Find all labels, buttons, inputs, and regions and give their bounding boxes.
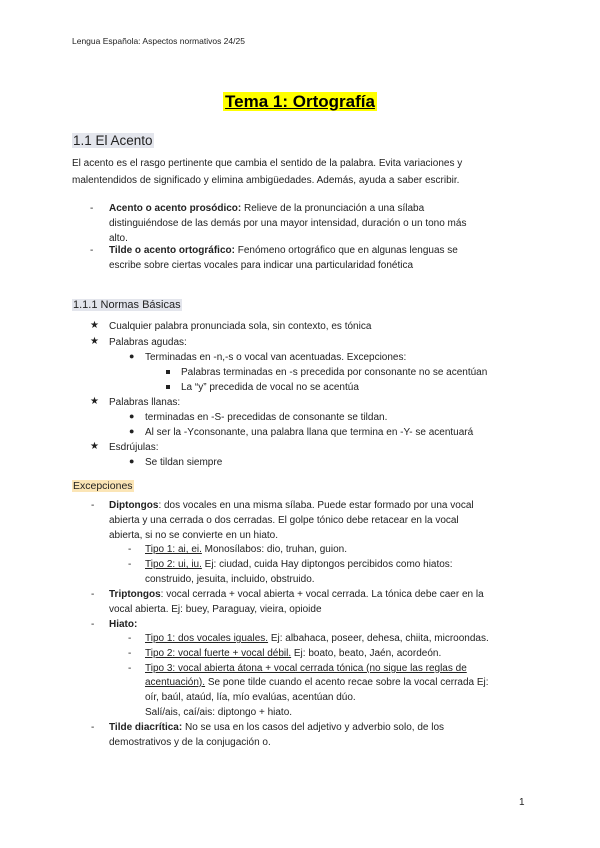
star-bullet-icon: ★: [90, 336, 99, 347]
intro-line-1: El acento es el rasgo pertinente que cambia el sentido de la palabra. Evita variaciones y: [72, 158, 463, 169]
type-text: Se pone tilde cuando el acento recae sobre la vocal cerrada Ej:: [205, 677, 489, 688]
dot-bullet-icon: ●: [129, 426, 135, 436]
exception-line: [145, 675, 489, 690]
star-bullet-icon: ★: [90, 320, 99, 331]
page-number: 1: [519, 797, 525, 808]
document-header: Lengua Española: Aspectos normativos 24/25: [72, 36, 245, 46]
definition-line: escribe sobre ciertas vocales para indicar una particularidad fonética: [109, 260, 414, 271]
intro-line-2: malentendidos de significado y elimina ambigüedades. Además, ayuda a saber escribir.: [72, 175, 460, 186]
type-text: Ej: boato, beato, Jaén, acordeón.: [291, 648, 442, 659]
type-label: acentuación).: [145, 677, 206, 688]
square-bullet-icon: [166, 385, 170, 389]
exception-line: oír, baúl, ataúd, lía, mío evalúas, acentúan dúo.: [145, 692, 356, 703]
section-heading: 1.1 El Acento: [73, 133, 153, 148]
exception-line: abierta y una cerrada o dos cerradas. El golpe tónico debe retacear en la vocal: [109, 515, 459, 526]
dash-bullet: -: [91, 589, 95, 600]
definition-acento-prosodico: [90, 201, 467, 246]
dash-bullet: -: [91, 500, 95, 511]
exception-line: demostrativos y de la conjugación o.: [109, 737, 271, 748]
dash-bullet: -: [128, 544, 132, 555]
exception-term: Tilde diacrítica:: [109, 722, 183, 733]
definition-line: [109, 201, 466, 216]
definition-tilde: [90, 243, 458, 273]
hiato-tipo-2: [145, 646, 441, 661]
definition-line: alto.: [109, 233, 128, 244]
exception-line: construido, jesuita, incluido, obstruido.: [145, 574, 315, 585]
definition-line: distinguiéndose de las demás por una mayor intensidad, duración o un tono más: [109, 218, 467, 229]
exception-tilde-diacritica: [109, 720, 444, 735]
dash-bullet: -: [91, 619, 95, 630]
diptongo-tipo-1: [145, 542, 347, 557]
diptongo-tipo-2: [145, 557, 453, 572]
definition-term: Tilde o acento ortográfico:: [109, 245, 235, 256]
exception-term: Diptongos: [109, 500, 159, 511]
type-label: Tipo 3: vocal abierta átona + vocal cerrada tónica (no sigue las reglas de: [145, 663, 467, 674]
page-title: Tema 1: Ortografía: [225, 92, 375, 111]
exceptions-heading: Excepciones: [73, 480, 133, 492]
definition-term: Acento o acento prosódico:: [109, 203, 242, 214]
type-text: Ej: ciudad, cuida Hay diptongos percibidos como hiatos:: [201, 559, 453, 570]
rule-item: Esdrújulas:: [109, 442, 159, 453]
rule-item: Palabras agudas:: [109, 337, 187, 348]
subsection-heading: 1.1.1 Normas Básicas: [73, 299, 181, 311]
rule-item: Palabras llanas:: [109, 397, 181, 408]
rule-item: Cualquier palabra pronunciada sola, sin contexto, es tónica: [109, 321, 372, 332]
rule-subitem: Al ser la -Yconsonante, una palabra llana que termina en -Y- se acentuará: [145, 427, 474, 438]
type-text: Monosílabos: dio, truhan, guion.: [201, 544, 347, 555]
dash-bullet: -: [128, 648, 132, 659]
dash-bullet: -: [128, 663, 132, 674]
dot-bullet-icon: ●: [129, 456, 135, 466]
exception-term: Triptongos: [109, 589, 161, 600]
type-label: Tipo 2: ui, iu.: [145, 559, 202, 570]
exception-text: : dos vocales en una misma sílaba. Puede estar formado por una vocal: [158, 500, 474, 511]
dash-bullet: -: [90, 245, 94, 256]
type-label: Tipo 2: vocal fuerte + vocal débil.: [145, 648, 292, 659]
rule-subsubitem: Palabras terminadas en -s precedida por consonante no se acentúan: [181, 367, 488, 378]
dash-bullet: -: [128, 559, 132, 570]
definition-line: [109, 243, 458, 258]
dot-bullet-icon: ●: [129, 411, 135, 421]
rule-subitem: Terminadas en -n,-s o vocal van acentuadas. Excepciones:: [145, 352, 407, 363]
star-bullet-icon: ★: [90, 441, 99, 452]
rule-subitem: Se tildan siempre: [145, 457, 223, 468]
rule-subitem: terminadas en -S- precedidas de consonante se tildan.: [145, 412, 388, 423]
exception-term: Hiato:: [109, 619, 138, 630]
exception-line: abierta, si no se convierte en un hiato.: [109, 530, 278, 541]
type-label: Tipo 1: ai, ei.: [145, 544, 202, 555]
rule-subsubitem: La “y” precedida de vocal no se acentúa: [181, 382, 359, 393]
square-bullet-icon: [166, 370, 170, 374]
hiato-tipo-1: [145, 631, 489, 646]
dash-bullet: -: [128, 633, 132, 644]
exception-line: Salí/ais, caí/ais: diptongo + hiato.: [145, 707, 293, 718]
hiato-tipo-3: [145, 661, 467, 676]
exception-text: No se usa en los casos del adjetivo y adverbio solo, de los: [182, 722, 445, 733]
type-text: Ej: albahaca, poseer, dehesa, chiita, microondas.: [268, 633, 489, 644]
dot-bullet-icon: ●: [129, 351, 135, 361]
exception-triptongos: [109, 587, 484, 602]
definition-text: Relieve de la pronunciación a una sílaba: [241, 203, 425, 214]
title-block: [0, 92, 600, 112]
type-label: Tipo 1: dos vocales iguales.: [145, 633, 269, 644]
star-bullet-icon: ★: [90, 396, 99, 407]
exception-hiato: [109, 617, 137, 632]
definition-text: Fenómeno ortográfico que en algunas lenguas se: [234, 245, 458, 256]
exception-line: vocal abierta. Ej: buey, Paraguay, vieira, opioide: [109, 604, 322, 615]
dash-bullet: -: [90, 203, 94, 214]
exception-text: : vocal cerrada + vocal abierta + vocal cerrada. La tónica debe caer en la: [160, 589, 484, 600]
dash-bullet: -: [91, 722, 95, 733]
exception-diptongos: [109, 498, 474, 513]
